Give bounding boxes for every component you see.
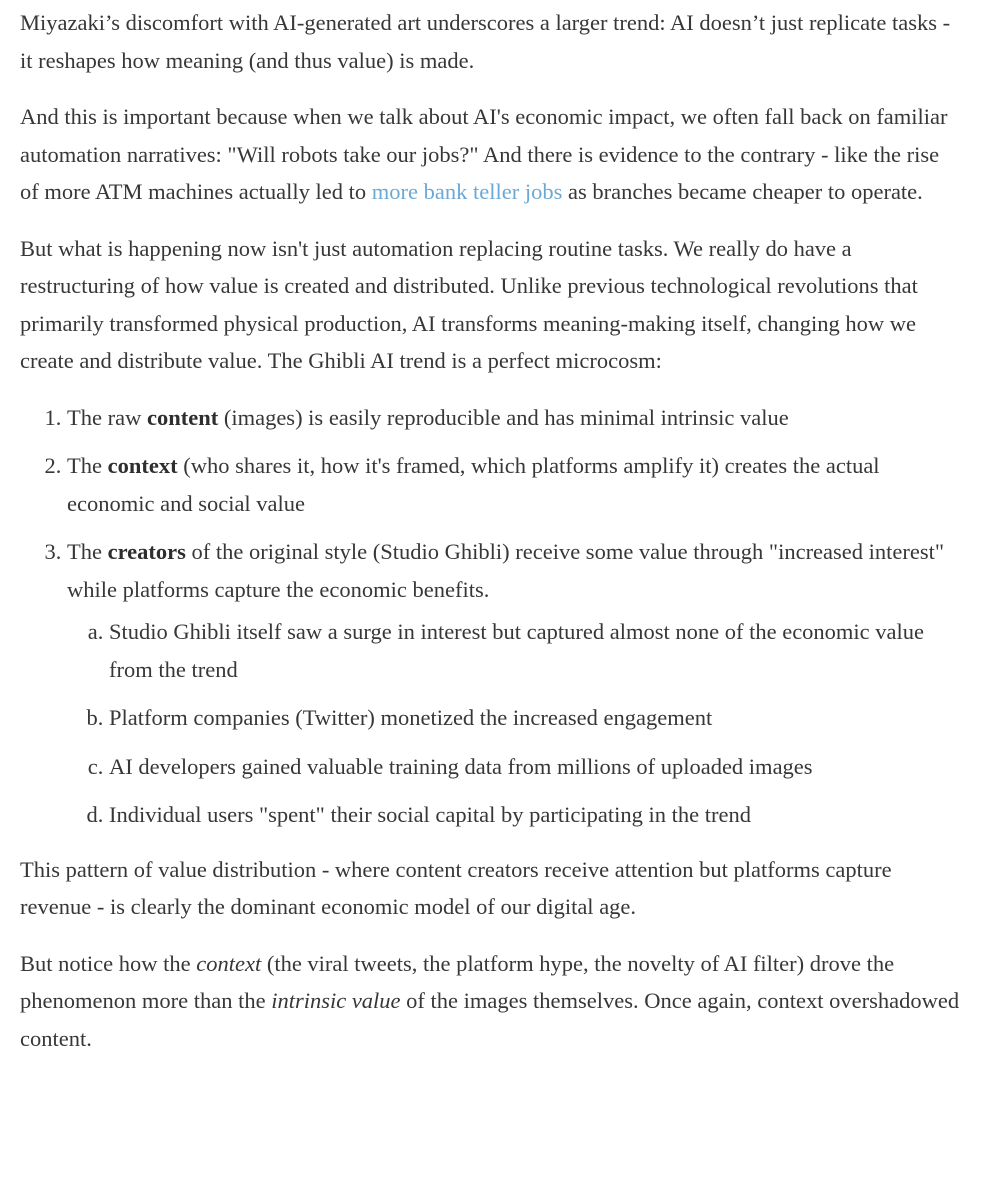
emphasis-intrinsic-value: intrinsic value xyxy=(271,988,401,1013)
list-item-content xyxy=(67,399,962,437)
paragraph-automation-text: And this is important because when we talk about AI's economic impact, we often fall back on familiar automation narratives: "Will robots take our jobs?" And there is evidence to the contrary - like the rise of more ATM machines actually led to xyxy=(20,104,948,204)
list-item-text: The xyxy=(67,453,108,478)
sublist-item: b. Platform companies (Twitter) monetized the increased engagement xyxy=(109,699,962,737)
paragraph-context-text: of the images themselves. Once again, context overshadowed content. xyxy=(20,988,960,1051)
paragraph-context xyxy=(20,945,962,1058)
sublist-item: c. AI developers gained valuable training data from millions of uploaded images xyxy=(109,748,962,786)
list-item-bold: content xyxy=(146,404,219,430)
paragraph-intro: Miyazaki’s discomfort with AI-generated art underscores a larger trend: AI doesn’t just replicate tasks - it reshapes how meaning (and thus value) is made. xyxy=(20,10,951,73)
emphasis-context: context xyxy=(196,950,262,976)
list-item-text: (images) is easily reproducible and has minimal intrinsic value xyxy=(218,404,789,430)
paragraph-context-text: (the viral tweets, the platform hype, the novelty of AI filter) drove the phenomenon more than the xyxy=(20,950,895,1013)
paragraph-restructuring: But what is happening now isn't just automation replacing routine tasks. We really do have a restructuring of how value is created and distributed. Unlike previous technological revolutions that primarily transformed physical production, AI transforms meaning-making itself, changing how we create and distribute value. The Ghibli AI trend is a perfect microcosm: xyxy=(20,235,918,373)
list-item-text: The xyxy=(67,539,108,564)
list-item-context xyxy=(67,447,962,522)
value-list xyxy=(20,399,962,834)
bank-teller-jobs-link[interactable]: more bank teller jobs xyxy=(371,179,563,204)
list-item-text: The raw xyxy=(67,404,147,430)
paragraph-distribution: This pattern of value distribution - where content creators receive attention but platforms capture revenue - is clearly the dominant economic model of our digital age. xyxy=(20,856,892,919)
sublist-item: a. Studio Ghibli itself saw a surge in interest but captured almost none of the economic value from the trend xyxy=(109,613,962,688)
paragraph-automation xyxy=(20,98,962,211)
list-item-bold: context xyxy=(107,453,178,478)
paragraph-context-text: But notice how the xyxy=(20,950,197,976)
list-item-text: of the original style (Studio Ghibli) receive some value through "increased interest" while platforms capture the economic benefits. xyxy=(67,539,945,602)
list-item-creators xyxy=(67,533,962,834)
list-item-text: (who shares it, how it's framed, which platforms amplify it) creates the actual economic and social value xyxy=(67,453,880,516)
list-item-bold: creators xyxy=(107,539,186,564)
sublist-item: d. Individual users "spent" their social capital by participating in the trend xyxy=(109,796,962,834)
value-sublist xyxy=(67,613,962,834)
paragraph-automation-tail: as branches became cheaper to operate. xyxy=(562,179,923,204)
